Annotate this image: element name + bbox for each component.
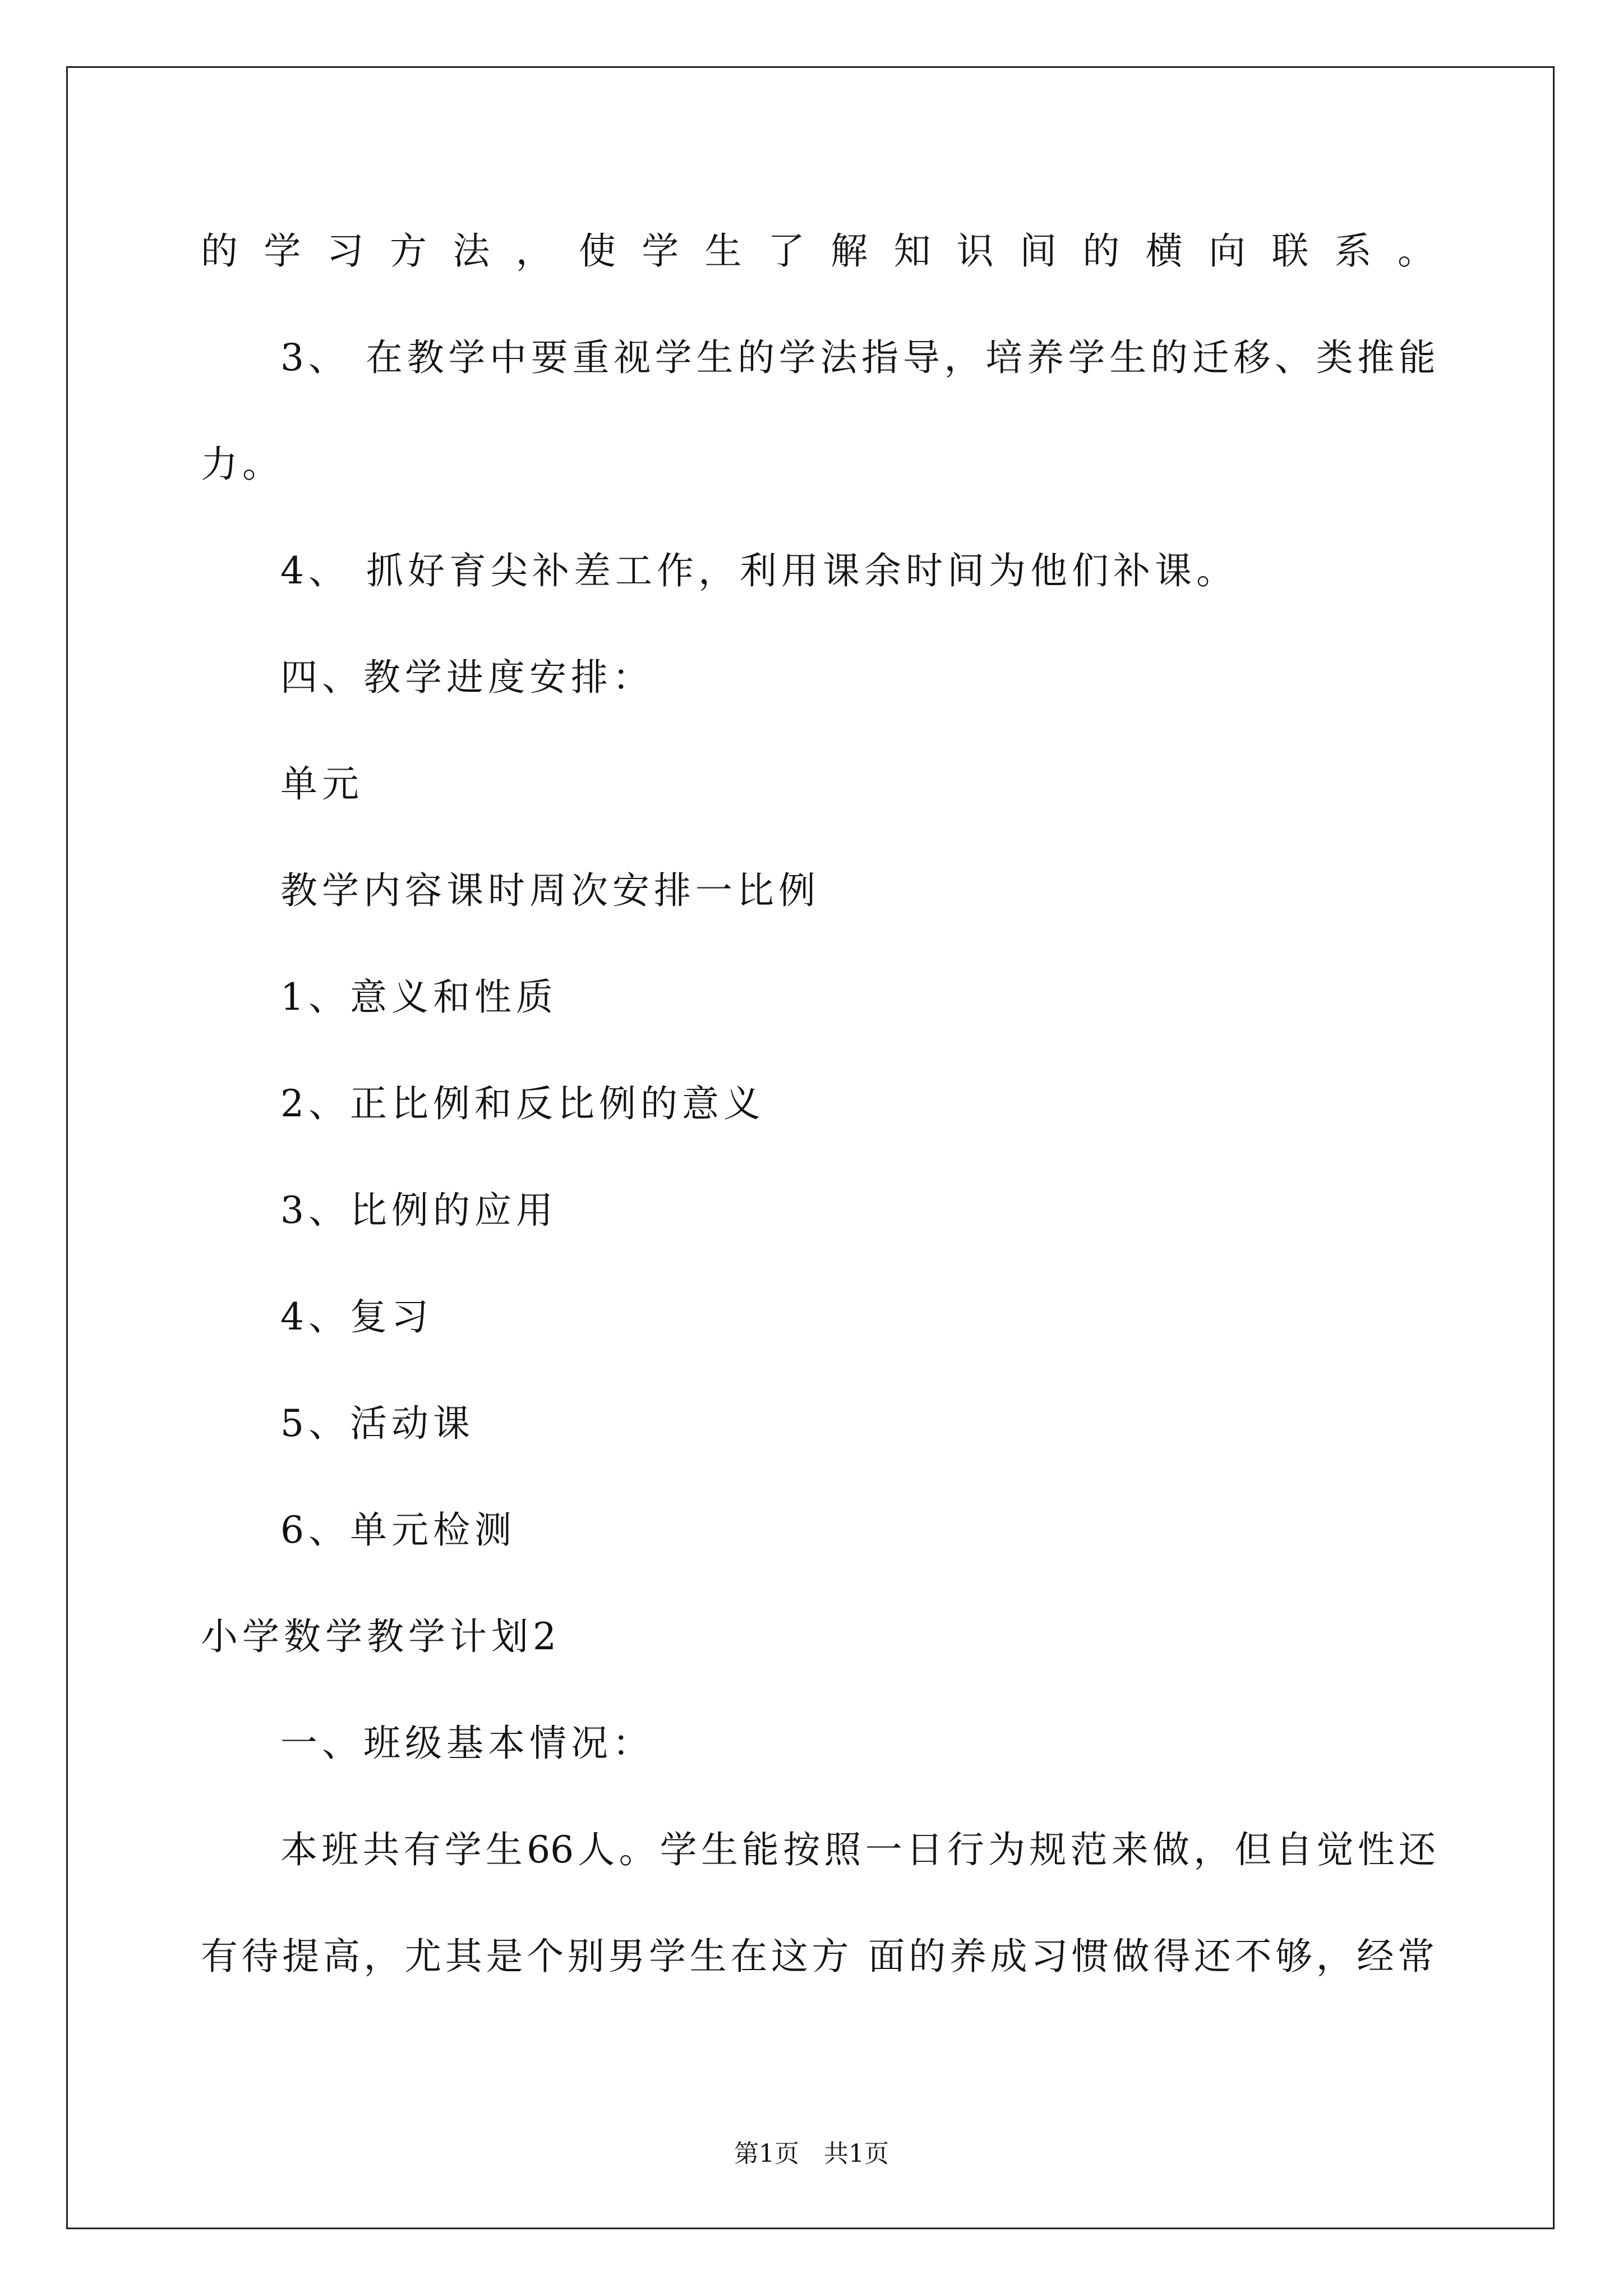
paragraph-line: 教学内容课时周次安排一比例: [280, 869, 820, 912]
section-heading: 四、教学进度安排：: [280, 656, 654, 699]
paragraph-line: 本班共有学生66人。学生能按照一日行为规范来做，但自觉性还: [280, 1828, 1436, 1871]
list-item: 1、意义和性质: [280, 976, 557, 1019]
document-title: 小学数学教学计划2: [201, 1615, 561, 1658]
paragraph-line: 4、 抓好育尖补差工作，利用课余时间为他们补课。: [280, 549, 1238, 592]
page-border: [66, 66, 1555, 2229]
list-item: 6、单元检测: [280, 1508, 516, 1552]
paragraph-line: 有待提高，尤其是个别男学生在这方 面的养成习惯做得还不够，经常: [201, 1935, 1435, 1978]
section-heading: 一、班级基本情况：: [280, 1722, 654, 1765]
paragraph-line: 3、 在教学中要重视学生的学法指导，培养学生的迁移、类推能: [280, 336, 1436, 379]
list-item: 2、正比例和反比例的意义: [280, 1082, 765, 1125]
paragraph-line: 单元: [280, 762, 363, 806]
paragraph-line: 力。: [201, 443, 284, 486]
list-item: 5、活动课: [280, 1402, 474, 1445]
paragraph-line: 的学习方法，使学生了解知识间的横向联系。: [201, 229, 1435, 273]
list-item: 3、比例的应用: [280, 1189, 557, 1232]
list-item: 4、复习: [280, 1295, 433, 1338]
page-footer: 第1页 共1页: [734, 2139, 889, 2168]
